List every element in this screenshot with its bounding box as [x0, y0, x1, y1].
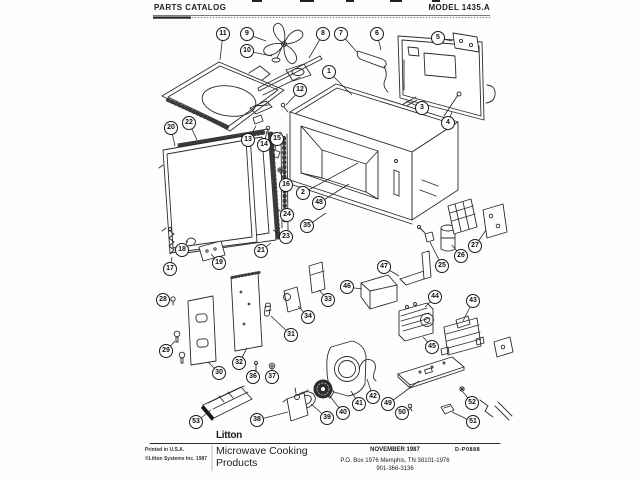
model-number: MODEL 1435.A — [428, 3, 490, 12]
part-callout-45: 45 — [425, 340, 439, 354]
company-phone: 901-366-3136 — [376, 466, 414, 472]
part-callout-35: 35 — [300, 219, 314, 233]
part-callout-20: 20 — [164, 121, 178, 135]
part-callout-23: 23 — [279, 230, 293, 244]
part-callout-42: 42 — [366, 390, 380, 404]
part-callout-5: 5 — [431, 31, 445, 45]
part-callout-9: 9 — [240, 27, 254, 41]
part-callout-53: 53 — [189, 415, 203, 429]
part-callout-37: 37 — [265, 370, 279, 384]
part-callout-14: 14 — [257, 138, 271, 152]
part-callout-49: 49 — [381, 397, 395, 411]
part-callout-48: 48 — [312, 196, 326, 210]
part-callout-8: 8 — [316, 27, 330, 41]
part-callout-21: 21 — [254, 244, 268, 258]
part-callout-17: 17 — [163, 262, 177, 276]
part-callout-43: 43 — [466, 294, 480, 308]
product-line-2: Products — [216, 457, 258, 469]
product-line-1: Microwave Cooking — [216, 445, 308, 457]
part-callout-31: 31 — [284, 328, 298, 342]
part-callout-11: 11 — [216, 27, 230, 41]
publication-date: NOVEMBER 1987 — [370, 447, 420, 453]
part-callout-4: 4 — [441, 116, 455, 130]
part-callout-29: 29 — [159, 344, 173, 358]
part-callout-32: 32 — [232, 356, 246, 370]
part-callout-33: 33 — [321, 293, 335, 307]
part-callout-27: 27 — [468, 239, 482, 253]
part-callout-7: 7 — [334, 27, 348, 41]
part-callout-6: 6 — [370, 27, 384, 41]
copyright-notice: ©Litton Systems Inc. 1987 — [145, 456, 208, 462]
part-callout-46: 46 — [340, 280, 354, 294]
part-callout-40: 40 — [336, 406, 350, 420]
part-callout-34: 34 — [301, 310, 315, 324]
part-callout-28: 28 — [156, 293, 170, 307]
part-callout-13: 13 — [241, 133, 255, 147]
part-callout-15: 15 — [270, 132, 284, 146]
part-callout-3: 3 — [415, 101, 429, 115]
part-callout-30: 30 — [212, 366, 226, 380]
part-callout-19: 19 — [212, 256, 226, 270]
company-address: P.O. Box 1976 Memphis, TN 38101-1976 — [340, 458, 450, 464]
document-number: D-P0888 — [455, 447, 481, 453]
part-callout-50: 50 — [395, 406, 409, 420]
part-callout-25: 25 — [435, 259, 449, 273]
part-callout-52: 52 — [465, 396, 479, 410]
part-callout-38: 38 — [250, 413, 264, 427]
part-callout-24: 24 — [280, 208, 294, 222]
part-callout-44: 44 — [428, 290, 442, 304]
part-callout-36: 36 — [246, 370, 260, 384]
part-callout-10: 10 — [240, 44, 254, 58]
part-callout-47: 47 — [377, 260, 391, 274]
part-callout-26: 26 — [454, 249, 468, 263]
part-callout-51: 51 — [466, 415, 480, 429]
part-callout-41: 41 — [352, 397, 366, 411]
part-callout-39: 39 — [320, 411, 334, 425]
printed-in-usa: Printed in U.S.A. — [145, 447, 185, 453]
page-title: PARTS CATALOG — [154, 3, 227, 12]
part-callout-1: 1 — [322, 65, 336, 79]
part-callout-22: 22 — [182, 116, 196, 130]
part-callout-16: 16 — [279, 178, 293, 192]
part-callout-18: 18 — [175, 243, 189, 257]
part-callout-12: 12 — [293, 83, 307, 97]
part-callout-2: 2 — [296, 186, 310, 200]
litton-logo: Litton — [216, 430, 242, 441]
